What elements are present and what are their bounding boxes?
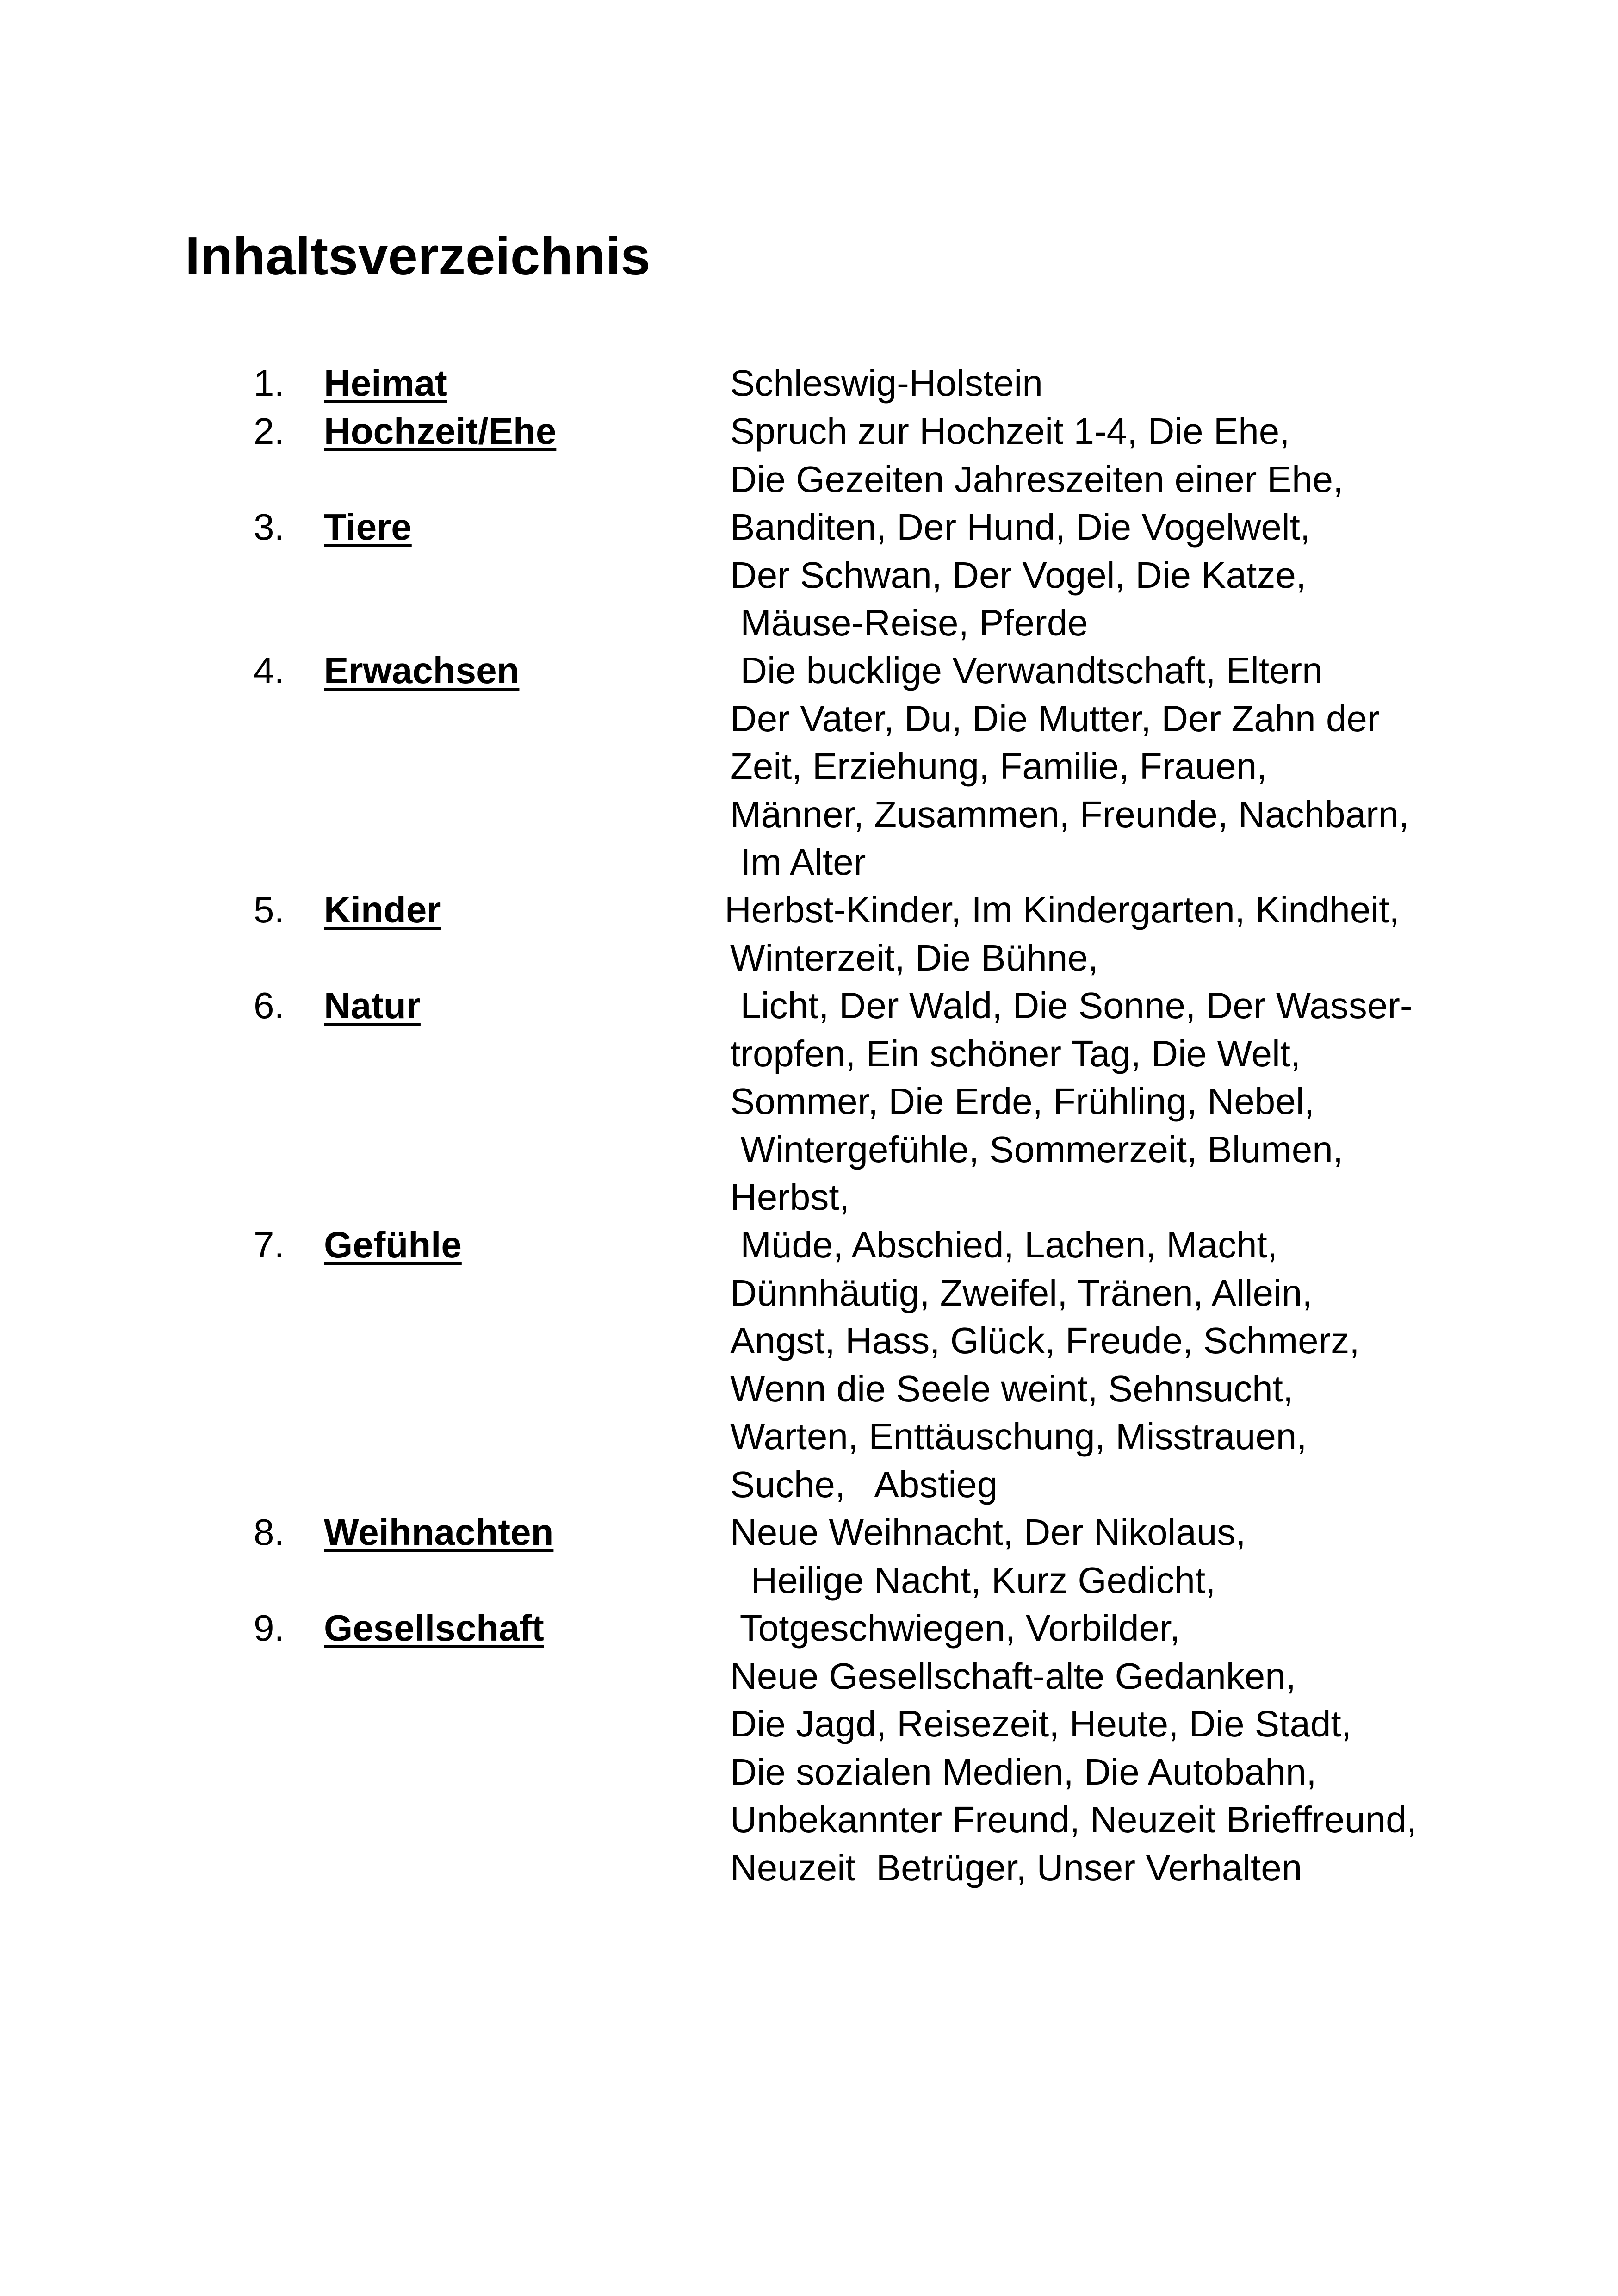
entry-contents [730, 647, 1409, 886]
entry-number: 3. [254, 506, 285, 548]
content-line: Neue Weihnacht, Der Nikolaus, [730, 1512, 1246, 1553]
category-heading: Weihnachten [324, 1512, 554, 1553]
content-line: Schleswig-Holstein [730, 362, 1043, 404]
content-line: Banditen, Der Hund, Die Vogelwelt, [730, 506, 1311, 548]
content-line: Der Schwan, Der Vogel, Die Katze, [730, 554, 1307, 596]
content-line: Zeit, Erziehung, Familie, Frauen, [730, 746, 1267, 787]
entry-number: 5. [254, 889, 285, 930]
content-line: Warten, Enttäuschung, Misstrauen, [730, 1416, 1307, 1457]
content-line: Herbst, [730, 1176, 849, 1218]
content-line: Die Gezeiten Jahreszeiten einer Ehe, [730, 458, 1344, 500]
content-line: Suche, Abstieg [730, 1463, 998, 1505]
content-line: Mäuse-Reise, Pferde [730, 602, 1088, 643]
entry-number: 7. [254, 1224, 285, 1265]
content-line: Sommer, Die Erde, Frühling, Nebel, [730, 1081, 1314, 1122]
entry-contents [730, 1604, 1417, 1892]
content-line: Dünnhäutig, Zweifel, Tränen, Allein, [730, 1272, 1313, 1313]
entry-contents [730, 359, 1043, 407]
content-line: Licht, Der Wald, Die Sonne, Der Wasser- [730, 985, 1413, 1026]
content-line: Heilige Nacht, Kurz Gedicht, [730, 1559, 1216, 1601]
category-heading: Natur [324, 985, 421, 1026]
entry-contents [730, 1508, 1246, 1604]
category-heading: Erwachsen [324, 650, 520, 691]
content-line: Spruch zur Hochzeit 1-4, Die Ehe, [730, 411, 1290, 452]
content-line: Neuzeit Betrüger, Unser Verhalten [730, 1847, 1302, 1888]
category-heading: Tiere [324, 506, 412, 548]
entry-contents [730, 982, 1413, 1221]
entry-number: 1. [254, 362, 285, 404]
content-line: Unbekannter Freund, Neuzeit Brieffreund, [730, 1799, 1417, 1840]
content-line: Herbst-Kinder, Im Kindergarten, Kindheit, [725, 889, 1400, 930]
page-title: Inhaltsverzeichnis [185, 226, 651, 286]
category-heading: Hochzeit/Ehe [324, 411, 557, 452]
content-line: Der Vater, Du, Die Mutter, Der Zahn der [730, 697, 1380, 739]
entry-contents [730, 503, 1310, 647]
content-line: tropfen, Ein schöner Tag, Die Welt, [730, 1033, 1301, 1074]
content-line: Angst, Hass, Glück, Freude, Schmerz, [730, 1320, 1360, 1361]
category-heading: Kinder [324, 889, 441, 930]
category-heading: Gefühle [324, 1224, 462, 1265]
content-line: Die Jagd, Reisezeit, Heute, Die Stadt, [730, 1703, 1351, 1744]
category-heading: Heimat [324, 362, 447, 404]
entry-number: 4. [254, 650, 285, 691]
content-line: Männer, Zusammen, Freunde, Nachbarn, [730, 793, 1409, 835]
content-line: Neue Gesellschaft-alte Gedanken, [730, 1655, 1296, 1697]
content-line: Totgeschwiegen, Vorbilder, [730, 1607, 1180, 1649]
entry-number: 8. [254, 1512, 285, 1553]
content-line: Die sozialen Medien, Die Autobahn, [730, 1751, 1317, 1792]
entry-number: 2. [254, 411, 285, 452]
content-line: Müde, Abschied, Lachen, Macht, [730, 1224, 1277, 1265]
entry-number: 6. [254, 985, 285, 1026]
entry-contents [730, 407, 1343, 503]
content-line: Wenn die Seele weint, Sehnsucht, [730, 1368, 1294, 1409]
content-line: Im Alter [730, 841, 866, 883]
entry-number: 9. [254, 1607, 285, 1649]
entry-contents [730, 1221, 1359, 1508]
content-line: Wintergefühle, Sommerzeit, Blumen, [730, 1128, 1343, 1170]
content-line: Winterzeit, Die Bühne, [730, 937, 1098, 978]
entry-contents [725, 886, 1400, 982]
content-line: Die bucklige Verwandtschaft, Eltern [730, 650, 1323, 691]
category-heading: Gesellschaft [324, 1607, 544, 1649]
